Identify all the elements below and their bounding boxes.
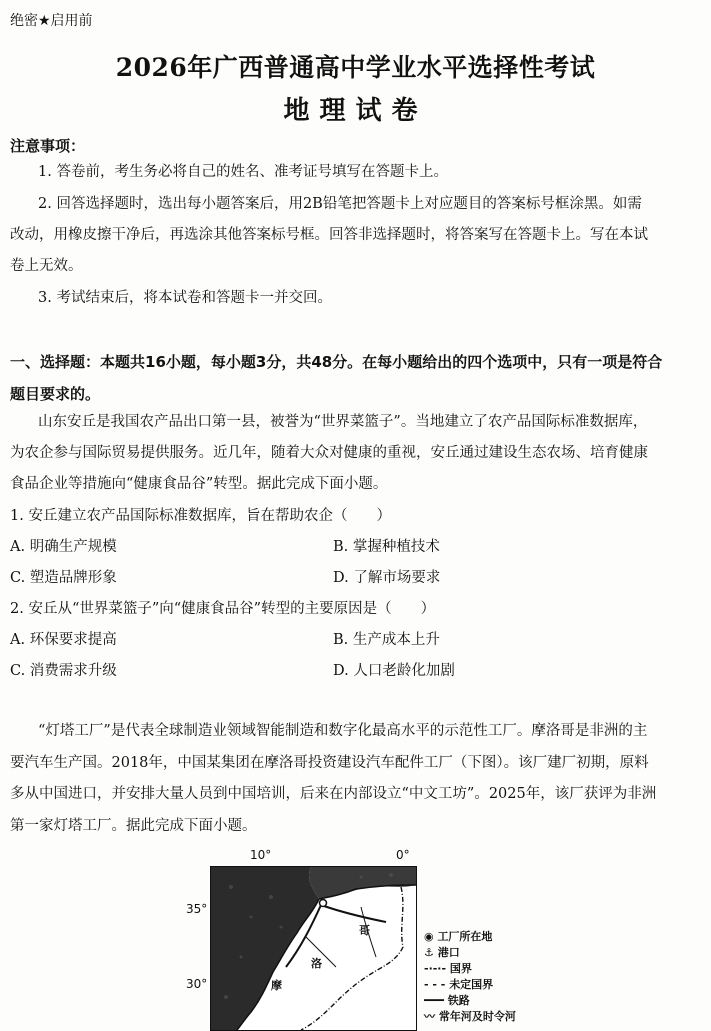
legend-port-label: 港口 <box>437 946 460 959</box>
factory-marker <box>320 900 327 907</box>
railway-icon: ━━━ <box>424 994 448 1007</box>
border-line-icon: -·-·- <box>424 962 450 975</box>
passage-1-line-2: 为农企参与国际贸易提供服务。近几年，随着大众对健康的重视，安丘通过建设生态农场、培育健康 <box>10 445 648 461</box>
passage-1-line-1: 山东安丘是我国农产品出口第一县，被誉为“世界菜篮子”。当地建立了农产品国际标准数据库， <box>38 414 648 430</box>
question-1-option-d: D. 了解市场要求 <box>333 570 441 586</box>
question-1-option-b: B. 掌握种植技术 <box>333 539 440 555</box>
map-longitude-0: 0° <box>396 848 410 862</box>
map-label-mo: 摩 <box>271 979 282 992</box>
map-latitude-30: 30° <box>186 977 208 991</box>
question-2-stem: 2. 安丘从“世界菜篮子”向“健康食品谷”转型的主要原因是（ ） <box>10 601 436 617</box>
passage-2-line-4: 第一家灯塔工厂。据此完成下面小题。 <box>10 818 257 834</box>
note-item-2-line-2: 改动，用橡皮擦干净后，再选涂其他答案标号框。回答非选择题时，将答案写在答题卡上。写在本试 <box>10 227 648 243</box>
legend-railway <box>424 992 470 1008</box>
note-item-3: 3. 考试结束后，将本试卷和答题卡一并交回。 <box>38 290 332 306</box>
map-drawing <box>211 867 416 1030</box>
passage-2-line-1: “灯塔工厂”是代表全球制造业领域智能制造和数字化最高水平的示范性工厂。摩洛哥是非洲的主 <box>38 723 648 739</box>
question-1-option-c: C. 塑造品牌形象 <box>10 570 117 586</box>
question-1-stem: 1. 安丘建立农产品国际标准数据库，旨在帮助农企（ ） <box>10 508 391 524</box>
legend-river <box>424 1008 516 1024</box>
question-2-option-a: A. 环保要求提高 <box>10 632 117 648</box>
question-2-option-b: B. 生产成本上升 <box>333 632 440 648</box>
passage-2-line-2: 要汽车生产国。2018年，中国某集团在摩洛哥投资建设汽车配件工厂（下图）。该厂建厂初期，原料 <box>10 755 649 771</box>
sea-area <box>309 867 416 899</box>
note-item-2-line-1: 2. 回答选择题时，选出每小题答案后，用2B铅笔把答题卡上对应题目的答案标号框涂黑。如需 <box>38 196 642 212</box>
anchor-icon: ⚓ <box>424 946 438 959</box>
map-label-luo: 洛 <box>311 957 322 970</box>
legend-factory <box>424 928 492 944</box>
map-latitude-35: 35° <box>186 902 208 916</box>
ocean-area <box>211 867 319 1030</box>
section-heading-line-1: 一、选择题：本题共16小题，每小题3分，共48分。在每小题给出的四个选项中，只有一项是符合 <box>10 353 663 371</box>
question-2-option-c: C. 消费需求升级 <box>10 663 117 679</box>
legend-border <box>424 960 472 976</box>
exam-title: 2026年广西普通高中学业水平选择性考试 <box>115 53 596 82</box>
confidential-mark: 绝密★启用前 <box>10 13 93 29</box>
section-heading-line-2: 题目要求的。 <box>10 385 101 403</box>
notes-heading: 注意事项： <box>10 137 86 155</box>
factory-icon: ◉ <box>424 930 438 943</box>
passage-1-line-3: 食品企业等措施向“健康食品谷”转型。据此完成下面小题。 <box>10 476 388 492</box>
note-item-2-line-3: 卷上无效。 <box>10 258 83 274</box>
legend-border-label: 国界 <box>449 962 472 975</box>
dashed-line-icon: - - - <box>424 978 450 991</box>
river-icon: 〰 <box>424 1010 439 1023</box>
question-2-option-d: D. 人口老龄化加剧 <box>333 663 455 679</box>
morocco-map <box>210 866 417 1031</box>
legend-river-label: 常年河及时令河 <box>438 1010 516 1023</box>
legend-undetermined <box>424 976 493 992</box>
map-label-ge: 哥 <box>359 924 370 937</box>
question-1-option-a: A. 明确生产规模 <box>10 539 117 555</box>
passage-2-line-3: 多从中国进口，并安排大量人员到中国培训，后来在内部设立“中文工坊”。2025年，该厂获评为非洲 <box>10 786 657 802</box>
note-item-1: 1. 答卷前，考生务必将自己的姓名、准考证号填写在答题卡上。 <box>38 164 448 180</box>
legend-undetermined-label: 未定国界 <box>449 978 494 991</box>
legend-port <box>424 944 460 960</box>
exam-subtitle: 地理试卷 <box>283 96 428 126</box>
legend-railway-label: 铁路 <box>447 994 470 1007</box>
map-longitude-10: 10° <box>250 848 272 862</box>
legend-factory-label: 工厂所在地 <box>437 930 493 943</box>
